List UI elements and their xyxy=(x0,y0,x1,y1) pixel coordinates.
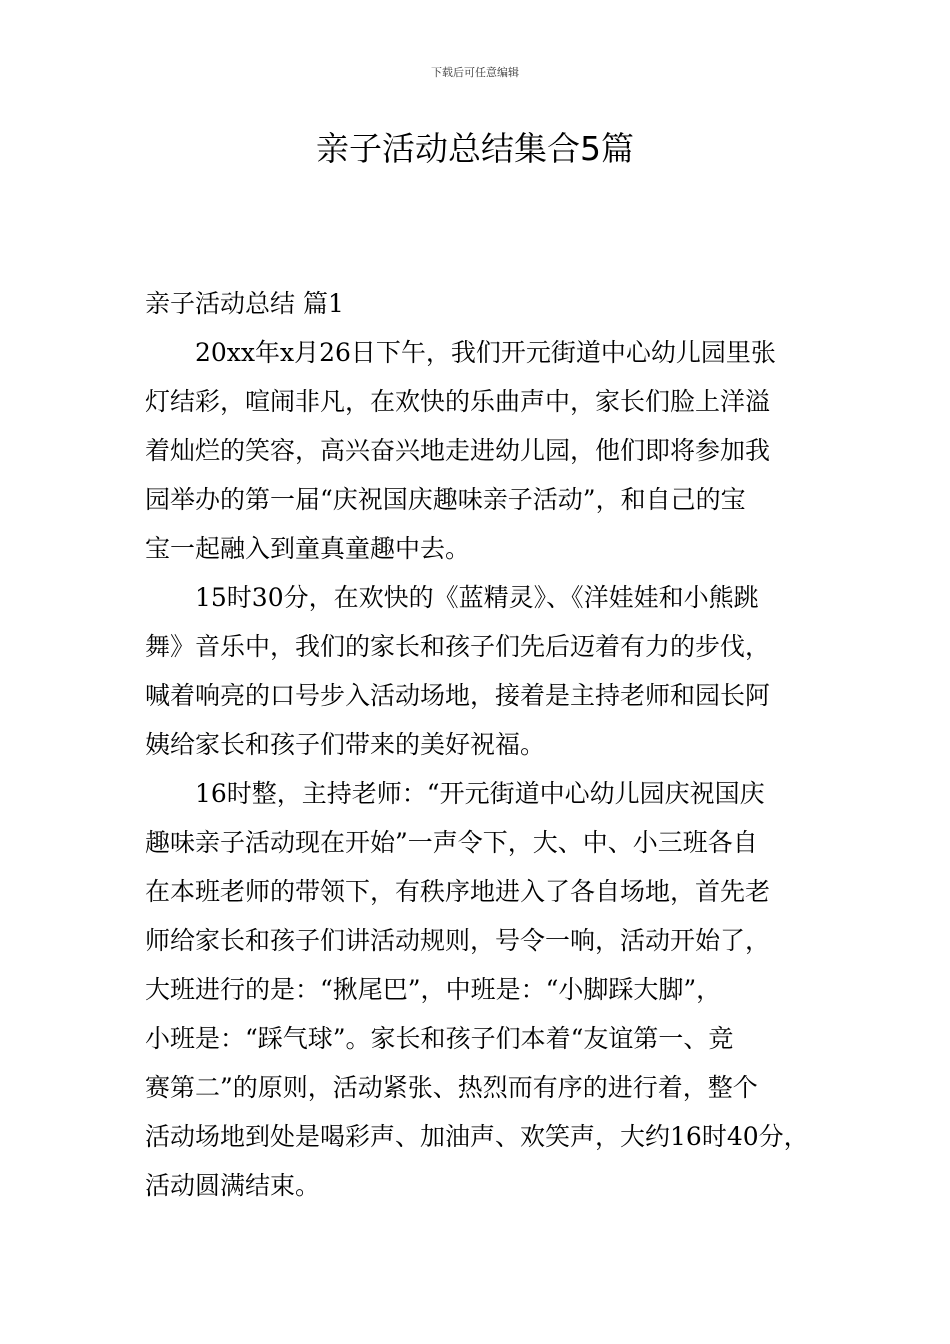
paragraph xyxy=(145,328,825,573)
header-note: 下载后可任意编辑 xyxy=(431,66,519,79)
paragraph xyxy=(145,769,825,1210)
paragraph-line: 活动圆满结束。 xyxy=(145,1171,321,1200)
paragraph-line: 灯结彩，喧闹非凡，在欢快的乐曲声中，家长们脸上洋溢 xyxy=(145,387,771,416)
section-heading: 亲子活动总结 篇1 xyxy=(145,289,344,318)
paragraph-line: 宝一起融入到童真童趣中去。 xyxy=(145,534,471,563)
paragraph-line: 师给家长和孩子们讲活动规则，号令一响，活动开始了， xyxy=(145,926,771,955)
paragraph xyxy=(145,573,825,769)
paragraph-line: 赛第二”的原则，活动紧张、热烈而有序的进行着，整个 xyxy=(145,1073,758,1102)
paragraph-line: 在本班老师的带领下，有秩序地进入了各自场地，首先老 xyxy=(145,877,771,906)
paragraph-line: 喊着响亮的口号步入活动场地，接着是主持老师和园长阿 xyxy=(145,681,771,710)
paragraph-line: 20xx年x月26日下午，我们开元街道中心幼儿园里张 xyxy=(195,338,776,367)
paragraph-line: 姨给家长和孩子们带来的美好祝福。 xyxy=(145,730,546,759)
document-title: 亲子活动总结集合5篇 xyxy=(316,129,634,168)
paragraph-line: 趣味亲子活动现在开始”一声令下，大、中、小三班各自 xyxy=(145,828,758,857)
paragraph-line: 大班进行的是：“揪尾巴”，中班是：“小脚踩大脚”， xyxy=(145,975,722,1004)
document-body xyxy=(145,279,825,1210)
paragraph-line: 活动场地到处是喝彩声、加油声、欢笑声，大约16时40分， xyxy=(145,1122,809,1151)
paragraph-line: 舞》音乐中，我们的家长和孩子们先后迈着有力的步伐， xyxy=(145,632,771,661)
paragraph-line: 15时30分，在欢快的《蓝精灵》、《洋娃娃和小熊跳 xyxy=(195,583,759,612)
paragraph-line: 园举办的第一届“庆祝国庆趣味亲子活动”，和自己的宝 xyxy=(145,485,746,514)
paragraph-line: 小班是：“踩气球”。家长和孩子们本着“友谊第一、竞 xyxy=(145,1024,734,1053)
paragraph-line: 16时整，主持老师：“开元街道中心幼儿园庆祝国庆 xyxy=(195,779,765,808)
paragraph-line: 着灿烂的笑容，高兴奋兴地走进幼儿园，他们即将参加我 xyxy=(145,436,771,465)
